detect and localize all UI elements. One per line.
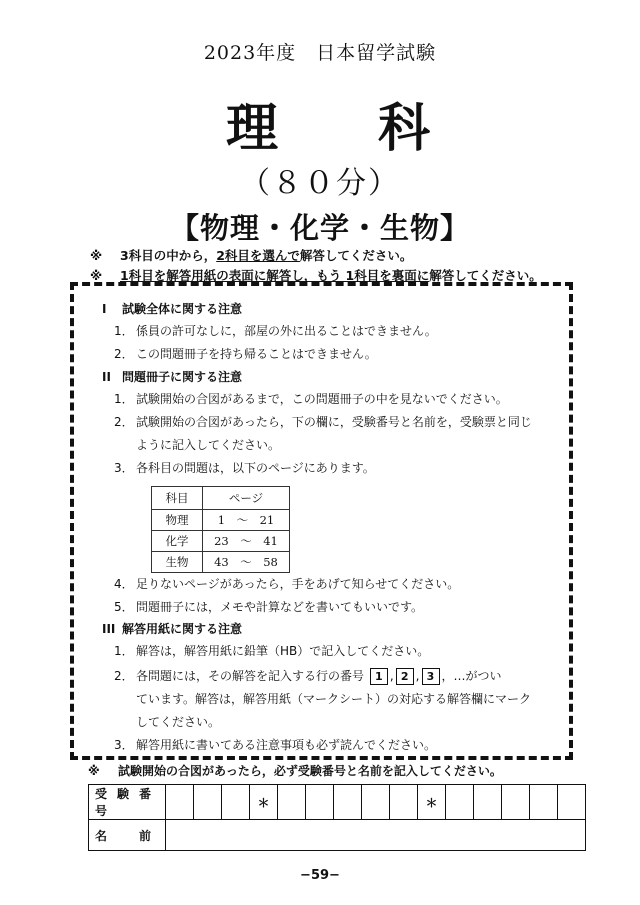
item-number: 1．: [114, 392, 134, 406]
exam-number-label: 受験番号: [89, 785, 166, 820]
item-text: 各科目の問題は，以下のページにあります。: [136, 461, 375, 475]
exam-number-digit-cell[interactable]: [502, 785, 530, 820]
exam-number-digit-cell[interactable]: [166, 785, 194, 820]
list-item: [114, 411, 554, 433]
list-item-continuation: ように記入してください。: [136, 438, 281, 452]
duration: （８０分）: [240, 166, 400, 201]
item-number: 3．: [114, 738, 134, 752]
list-item: [114, 388, 554, 410]
table-cell-range: 23 ～ 41: [203, 531, 290, 552]
section-title-text: 解答用紙に関する注意: [122, 622, 243, 636]
table-row: [152, 510, 290, 531]
list-item-continuation: ています。解答は，解答用紙（マークシート）の対応する解答欄にマーク: [136, 692, 532, 706]
table-cell-subject: 物理: [152, 510, 203, 531]
note-mark: ※: [88, 764, 100, 778]
exam-year-heading: 2023年度 日本留学試験: [203, 42, 437, 64]
item-number: 1．: [114, 324, 134, 338]
subjects-heading: 【物理・化学・生物】: [169, 211, 470, 245]
list-item-continuation: してください。: [136, 715, 221, 729]
table-cell-range: 1 ～ 21: [203, 510, 290, 531]
item-number: 2．: [114, 415, 134, 429]
exam-number-digit-cell[interactable]: [530, 785, 558, 820]
table-cell-subject: 生物: [152, 552, 203, 573]
page-number: −59−: [300, 868, 340, 883]
note-text-underlined: 2科目を選んで: [216, 248, 300, 263]
note-text-post: 解答してください。: [429, 268, 542, 283]
item-number: 1．: [114, 644, 134, 658]
item-text: 各問題には，その解答を記入する行の番号: [136, 669, 365, 683]
exam-number-digit-cell[interactable]: [222, 785, 250, 820]
list-item: [114, 320, 554, 342]
exam-number-digit-cell[interactable]: [194, 785, 222, 820]
section-number: I: [102, 302, 107, 316]
list-item: [114, 596, 554, 618]
exam-number-asterisk-cell: ＊: [250, 785, 278, 820]
item-number: 2．: [114, 347, 134, 361]
exam-number-row: [89, 785, 586, 820]
note-mark: ※: [90, 268, 103, 283]
section-number: III: [102, 622, 116, 636]
note-text-post: 解答してください。: [299, 248, 413, 263]
item-text: 足りないページがあったら，手をあげて知らせてください。: [136, 577, 460, 591]
table-header: ページ: [203, 487, 290, 510]
exam-number-digit-cell[interactable]: [334, 785, 362, 820]
row-number-box: 3: [422, 668, 440, 685]
item-text-post: ，…がつい: [441, 669, 502, 683]
item-text: 係員の許可なしに，部屋の外に出ることはできません。: [136, 324, 437, 338]
exam-number-digit-cell[interactable]: [362, 785, 390, 820]
name-field[interactable]: [166, 820, 586, 851]
bottom-note: [88, 762, 502, 779]
subject-title: 理 科: [225, 98, 454, 159]
section-2-title: [102, 368, 242, 385]
list-item: [114, 573, 554, 595]
exam-number-digit-cell[interactable]: [446, 785, 474, 820]
name-label: 名 前: [89, 820, 166, 851]
table-row: [152, 531, 290, 552]
note-text: 試験開始の合図があったら，必ず受験番号と名前を記入してください。: [118, 764, 502, 778]
table-header: 科目: [152, 487, 203, 510]
exam-number-digit-cell[interactable]: [558, 785, 586, 820]
note-mark: ※: [90, 248, 103, 263]
row-number-box: 2: [396, 668, 414, 685]
exam-number-form: [88, 784, 586, 851]
item-text: この問題冊子を持ち帰ることはできません。: [136, 347, 377, 361]
table-cell-range: 43 ～ 58: [203, 552, 290, 573]
table-row: [152, 552, 290, 573]
item-number: 4．: [114, 577, 134, 591]
section-number: II: [102, 370, 111, 384]
row-number-box: 1: [370, 668, 388, 685]
item-text: 解答用紙に書いてある注意事項も必ず読んでください。: [136, 738, 437, 752]
item-text: 試験開始の合図があるまで，この問題冊子の中を見ないでください。: [136, 392, 508, 406]
item-number: 5．: [114, 600, 134, 614]
list-item: [114, 457, 554, 479]
section-1-title: [102, 300, 242, 317]
item-text: 問題冊子には，メモや計算などを書いてもいいです。: [136, 600, 424, 614]
list-item: 2． 各問題には，その解答を記入する行の番号 1 , 2 , 3 ，…がつい: [114, 665, 554, 687]
item-text: 試験開始の合図があったら，下の欄に，受験番号と名前を，受験票と同じ: [136, 415, 532, 429]
table-header-row: [152, 487, 290, 510]
item-number: 3．: [114, 461, 134, 475]
top-note-1: [90, 246, 412, 264]
section-title-text: 試験全体に関する注意: [122, 302, 243, 316]
note-text-underlined: 1科目を解答用紙の表面に解答し，もう 1科目を裏面に: [120, 268, 430, 283]
page-range-table: [151, 486, 290, 573]
table-cell-subject: 化学: [152, 531, 203, 552]
item-text: 解答は，解答用紙に鉛筆（HB）で記入してください。: [136, 644, 430, 658]
exam-number-asterisk-cell: ＊: [418, 785, 446, 820]
list-item: [114, 343, 554, 365]
exam-number-digit-cell[interactable]: [306, 785, 334, 820]
section-3-title: [102, 620, 242, 637]
name-row: [89, 820, 586, 851]
exam-number-digit-cell[interactable]: [474, 785, 502, 820]
exam-number-digit-cell[interactable]: [278, 785, 306, 820]
list-item: [114, 734, 554, 756]
instructions-frame: [70, 282, 573, 760]
note-text-pre: 3科目の中から，: [120, 248, 217, 263]
list-item: [114, 640, 554, 662]
section-title-text: 問題冊子に関する注意: [122, 370, 243, 384]
item-number: 2．: [114, 669, 134, 683]
exam-number-digit-cell[interactable]: [390, 785, 418, 820]
